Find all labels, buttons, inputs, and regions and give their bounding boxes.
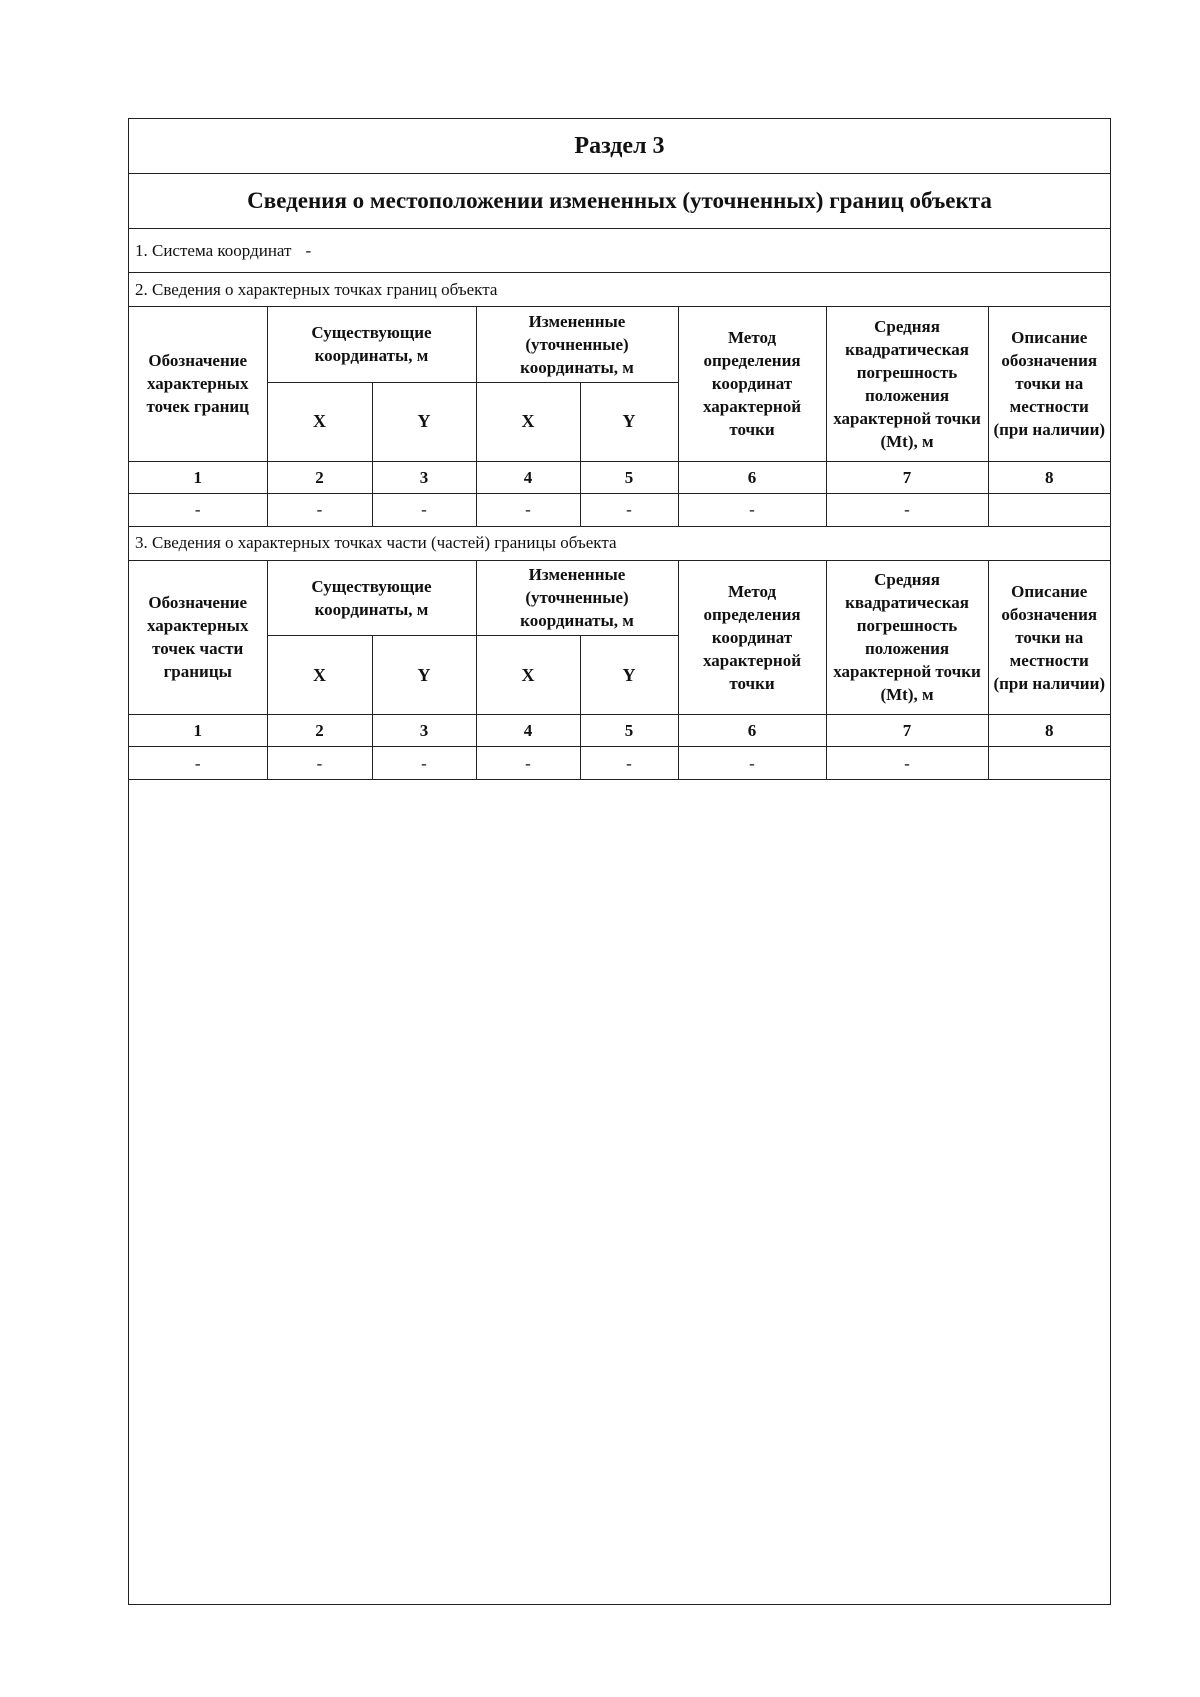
points-table-heading: 2. Сведения о характерных точках границ объекта (129, 273, 1110, 307)
col-existing-x: X (267, 636, 372, 715)
col-designation: Обозначение характерных точек части границы (129, 561, 267, 715)
table-cell: - (580, 747, 678, 780)
col-changed: Измененные (уточненные) координаты, м (476, 307, 678, 382)
table-cell: - (129, 747, 267, 780)
table-cell (988, 493, 1110, 526)
table-cell: - (372, 747, 476, 780)
col-existing: Существующие координаты, м (267, 561, 476, 636)
column-number: 6 (678, 715, 826, 747)
col-changed-y: Y (580, 636, 678, 715)
coord-system-label: 1. Система координат (135, 240, 292, 260)
col-changed-x: X (476, 636, 580, 715)
column-number: 1 (129, 715, 267, 747)
table-cell (988, 747, 1110, 780)
col-existing-y: Y (372, 382, 476, 461)
column-number: 6 (678, 461, 826, 493)
table-cell: - (267, 493, 372, 526)
table-cell: - (826, 493, 988, 526)
column-number: 2 (267, 461, 372, 493)
col-existing: Существующие координаты, м (267, 307, 476, 382)
column-number: 2 (267, 715, 372, 747)
table-cell: - (580, 493, 678, 526)
table-cell: - (678, 493, 826, 526)
table-cell: - (826, 747, 988, 780)
column-number: 4 (476, 715, 580, 747)
object-title: Сведения о местоположении измененных (уточненных) границ объекта (129, 174, 1110, 229)
column-number: 3 (372, 461, 476, 493)
document-frame (128, 118, 1111, 1605)
column-number: 4 (476, 461, 580, 493)
col-existing-y: Y (372, 636, 476, 715)
col-existing-x: X (267, 382, 372, 461)
table-cell: - (476, 493, 580, 526)
col-description: Описание обозначения точки на местности (при наличии) (988, 561, 1110, 715)
column-number: 5 (580, 715, 678, 747)
points-table (129, 307, 1110, 527)
part-points-table-heading: 3. Сведения о характерных точках части (частей) границы объекта (129, 527, 1110, 561)
column-number: 3 (372, 715, 476, 747)
col-error: Средняя квадратическая погрешность положения характерной точки (Mt), м (826, 307, 988, 461)
column-number-row (129, 715, 1110, 747)
table-cell: - (372, 493, 476, 526)
coord-system-value: - (305, 240, 312, 260)
table-cell: - (129, 493, 267, 526)
col-changed: Измененные (уточненные) координаты, м (476, 561, 678, 636)
table-row (129, 493, 1110, 526)
column-number: 8 (988, 461, 1110, 493)
table-cell: - (678, 747, 826, 780)
col-designation: Обозначение характерных точек границ (129, 307, 267, 461)
col-error: Средняя квадратическая погрешность положения характерной точки (Mt), м (826, 561, 988, 715)
col-description: Описание обозначения точки на местности (при наличии) (988, 307, 1110, 461)
col-changed-y: Y (580, 382, 678, 461)
column-number-row (129, 461, 1110, 493)
table-cell: - (476, 747, 580, 780)
column-number: 1 (129, 461, 267, 493)
column-number: 5 (580, 461, 678, 493)
table-cell: - (267, 747, 372, 780)
column-number: 7 (826, 715, 988, 747)
col-method: Метод определения координат характерной точки (678, 561, 826, 715)
section-title: Раздел 3 (129, 119, 1110, 174)
table-row (129, 747, 1110, 780)
column-number: 8 (988, 715, 1110, 747)
coord-system-row (129, 229, 1110, 273)
col-method: Метод определения координат характерной точки (678, 307, 826, 461)
column-number: 7 (826, 461, 988, 493)
part-points-table (129, 561, 1110, 781)
col-changed-x: X (476, 382, 580, 461)
